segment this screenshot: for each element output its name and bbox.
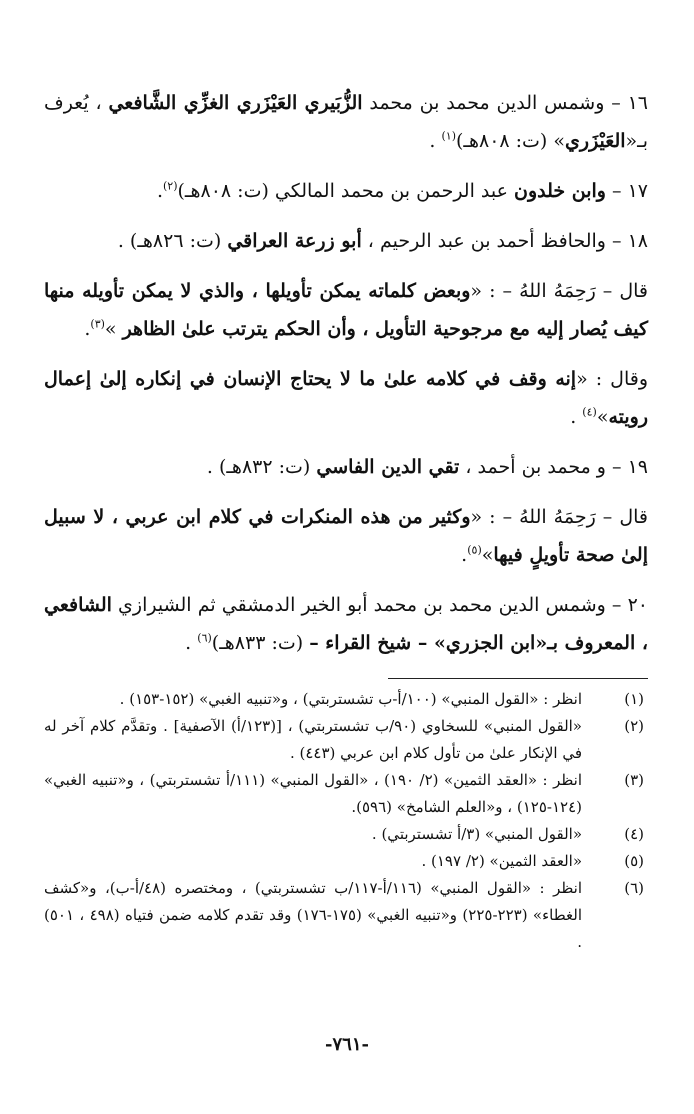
footnote-2: [44, 713, 648, 767]
quote-19: قال – رَحِمَهُ اللهُ – : «وكثير من هذه المنكرات في كلام ابن عربي ، لا سبيل إلىٰ صحة تأويلٍ فيها»$^{(٥)}$.: [44, 506, 648, 566]
footnote-number: (٢): [624, 717, 644, 735]
footnote-1: [44, 686, 648, 713]
page-number: -٧٦١-: [325, 1034, 369, 1055]
footnote-number: (٣): [624, 771, 644, 789]
footnote-text: «العقد الثمين» (٢/ ١٩٧) .: [421, 852, 582, 870]
footnote-text: انظر : «القول المنبي» (١٠٠/أ-ب تشستربتي) ، و«تنبيه الغبي» (١٥٢-١٥٣) .: [119, 690, 582, 708]
footnote-text: انظر : «العقد الثمين» (٢/ ١٩٠) ، «القول المنبي» (١١١/أ تشستربتي) ، و«تنبيه الغبي» (١٢٤-١٢٥) ، و«العلم الشامخ» (٥٩٦).: [44, 771, 582, 816]
footnote-text: «القول المنبي» للسخاوي (٩٠/ب تشستربتي) ، [(١٢٣/أ) الآصفية] . وتقدَّم كلام آخر له في الإنكار علىٰ من تأول كلام ابن عربي (٤٤٣) .: [44, 717, 582, 762]
entry-19: ١٩ – و محمد بن أحمد ، تقي الدين الفاسي (ت: ٨٣٢هـ) .: [206, 456, 648, 478]
footnote-text: انظر : «القول المنبي» (١١٦/أ-١١٧/ب تشستربتي) ، ومختصره (٤٨/أ-ب)، و«كشف الغطاء» (٢٢٣-٢٢٥) و«تنبيه الغبي» (١٧٥-١٧٦) وقد تقدم كلامه ضمن فتياه (٤٩٨ ، ٥٠١) .: [44, 879, 582, 951]
footnote-ref: (٦): [197, 631, 212, 645]
quote-18-second: وقال : «إنه وقف في كلامه علىٰ ما لا يحتاج الإنسان في إنكاره إلىٰ إعمال رويته»$^{(٤)}$ .: [44, 368, 648, 428]
footnote-ref: (٤): [582, 405, 597, 419]
entry-16: ١٦ – وشمس الدين محمد بن محمد الزُّبَيري العَيْزَري الغزِّي الشَّافعي ، يُعرف بـ«العَيْزَري» (ت: ٨٠٨هـ)$^{(١)}$ .: [44, 92, 648, 152]
footnotes: [44, 686, 648, 956]
quote-18: قال – رَحِمَهُ اللهُ – : «وبعض كلماته يمكن تأويلها ، والذي لا يمكن تأويله منها كيف يُصار إليه مع مرجوحية التأويل ، وأن الحكم يترتب علىٰ الظاهر »$^{(٣)}$.: [44, 280, 649, 340]
footnote-ref: (٥): [467, 543, 482, 557]
footnote-number: (٦): [624, 879, 644, 897]
entry-20: ٢٠ – وشمس الدين محمد بن محمد أبو الخير الدمشقي ثم الشيرازي الشافعي ، المعروف بـ«ابن الجزري» – شيخ القراء – (ت: ٨٣٣هـ)$^{(٦)}$ .: [44, 594, 648, 654]
footnote-divider: [388, 678, 648, 679]
entry-17: ١٧ – وابن خلدون عبد الرحمن بن محمد المالكي (ت: ٨٠٨هـ)$^{(٢)}$.: [156, 179, 648, 202]
entry-18: ١٨ – والحافظ أحمد بن عبد الرحيم ، أبو زرعة العراقي (ت: ٨٢٦هـ) .: [117, 230, 648, 252]
main-text: [44, 84, 648, 662]
footnote-6: [44, 875, 648, 956]
footnote-ref: (١): [441, 129, 456, 143]
footnote-4: [44, 821, 648, 848]
footnote-ref: (٢): [162, 179, 178, 193]
footnote-3: [44, 767, 648, 821]
footnote-number: (١): [624, 690, 644, 708]
footnote-number: (٤): [624, 825, 644, 843]
footnote-5: [44, 848, 648, 875]
footnote-text: «القول المنبي» (٣/أ تشستربتي) .: [371, 825, 582, 843]
footnote-ref: (٣): [90, 317, 105, 331]
footnote-number: (٥): [624, 852, 644, 870]
